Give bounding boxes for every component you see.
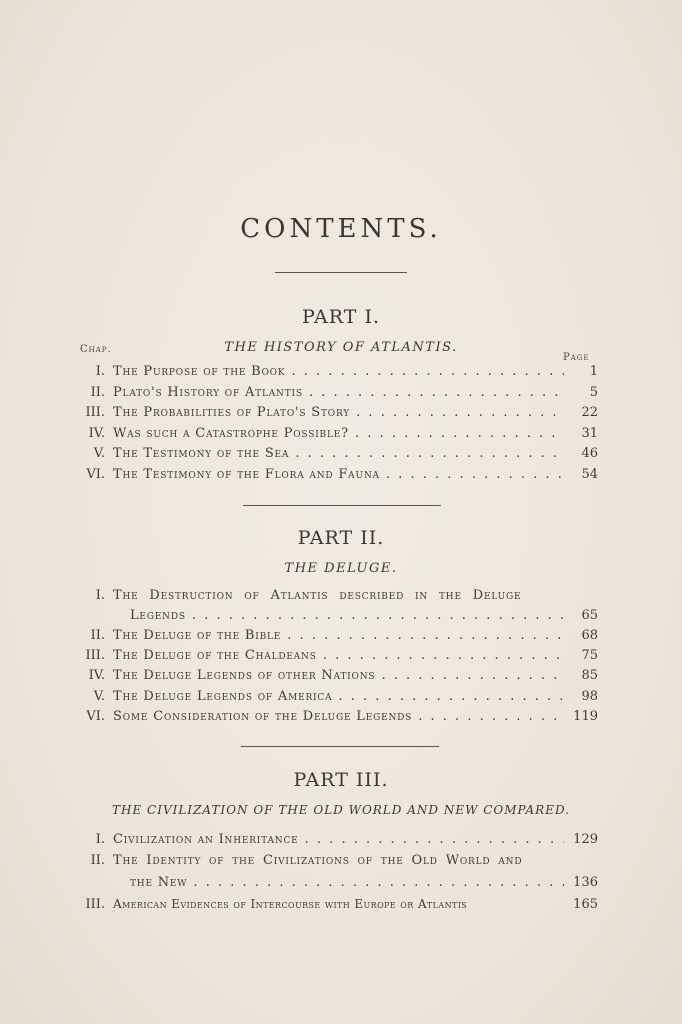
page-number: 119 [573,709,598,724]
chapter-title: The Deluge Legends of America . . . [113,689,564,704]
chapter-number: III. [85,405,105,420]
toc-entry [68,853,598,873]
toc-entry [68,385,598,405]
chapter-title: The Purpose of the Book . . . [113,364,564,379]
chapter-number: VI. [86,467,105,482]
chapter-title: The Deluge Legends of other Nations . . . [113,668,564,683]
toc-entry [68,364,598,384]
chapter-title: Plato's History of Atlantis . . . [113,385,564,400]
toc-entry [68,628,598,648]
toc-entry [68,467,598,487]
chapter-title: Legends . . . [130,608,564,623]
page-number: 1 [589,364,598,379]
part2-heading: PART II. [297,527,385,549]
toc-entry [68,832,598,852]
toc-entry [68,608,598,628]
toc-entry [68,426,598,446]
page-number: 75 [581,648,598,663]
part-divider [241,746,439,747]
chapter-number: IV. [88,668,105,683]
chapter-title: The Destruction of Atlantis described in the Deluge [113,588,522,603]
toc-entry [68,588,598,608]
title-divider [275,272,407,273]
page-column-label: Page [563,352,590,363]
chapter-number: I. [95,588,105,603]
chapter-title: The Identity of the Civilizations of the Old World and [113,853,523,868]
part3-heading: PART III. [293,769,389,791]
chapter-number: VI. [86,709,105,724]
chapter-title: Was such a Catastrophe Possible? . . . [113,426,564,441]
page-number: 31 [581,426,598,441]
toc-entry [68,897,598,917]
chapter-title: The Deluge of the Chaldeans . . . [113,648,564,663]
page-number: 68 [581,628,598,643]
page-number: 65 [581,608,598,623]
chapter-title: The Testimony of the Sea . . . [113,446,564,461]
chapter-number: II. [90,385,105,400]
page-title: CONTENTS. [240,214,442,244]
page-number: 54 [581,467,598,482]
chapter-number: III. [85,648,105,663]
part1-heading: PART I. [302,306,380,328]
chapter-number: V. [93,689,105,704]
toc-entry [68,405,598,425]
chapter-title: Civilization an Inheritance . . . [113,832,564,847]
chapter-number: IV. [88,426,105,441]
part-divider [243,505,441,506]
part1-subtitle: THE HISTORY OF ATLANTIS. [224,340,458,355]
page-number: 46 [581,446,598,461]
page-number: 5 [589,385,598,400]
chap-column-label: Chap. [80,344,112,355]
toc-entry [68,875,598,895]
chapter-title: Some Consideration of the Deluge Legends . . . [113,709,564,724]
chapter-title: The Probabilities of Plato's Story . . . [113,405,564,420]
chapter-title: the New . . . [130,875,564,890]
chapter-title: American Evidences of Intercourse with Europe or Atlantis [113,897,468,911]
chapter-number: V. [93,446,105,461]
page-number: 22 [581,405,598,420]
part3-subtitle: THE CIVILIZATION OF THE OLD WORLD AND NEW COMPARED. [112,803,570,817]
page-number: 136 [573,875,598,890]
page-number: 165 [573,897,598,912]
chapter-title: The Testimony of the Flora and Fauna . . . [113,467,564,482]
chapter-number: I. [95,364,105,379]
toc-entry [68,668,598,688]
part2-subtitle: THE DELUGE. [284,561,398,576]
toc-entry [68,689,598,709]
page-number: 98 [581,689,598,704]
page-number: 85 [581,668,598,683]
page-number: 129 [573,832,598,847]
toc-entry [68,709,598,729]
chapter-number: II. [90,628,105,643]
chapter-title: The Deluge of the Bible . . . [113,628,564,643]
chapter-number: II. [90,853,105,868]
chapter-number: III. [85,897,105,912]
toc-entry [68,446,598,466]
chapter-number: I. [95,832,105,847]
toc-entry [68,648,598,668]
